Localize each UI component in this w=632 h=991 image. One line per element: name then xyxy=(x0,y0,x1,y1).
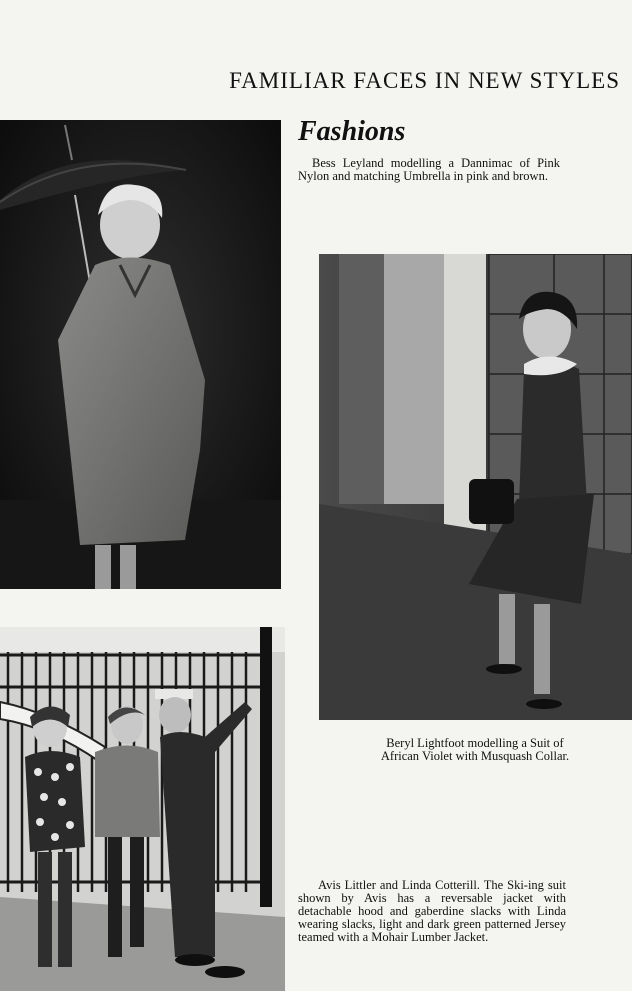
page-title: FAMILIAR FACES IN NEW STYLES xyxy=(229,68,620,93)
woman-with-umbrella-photo xyxy=(0,120,281,589)
woman-in-suit-photo xyxy=(319,254,632,720)
group-at-gate-photo xyxy=(0,627,285,991)
caption-group: Avis Littler and Linda Cotterill. The Ski-ing suit shown by Avis has a reversable jacket with detachable hood and gaberdine slacks with Linda wearing slacks, light and dark green patterned Jersey teamed with a Mohair Lumber Jacket. xyxy=(298,878,566,944)
caption-umbrella: Bess Leyland modelling a Dannimac of Pink Nylon and matching Umbrella in pink and brown. xyxy=(298,156,560,183)
caption-suit-line-1: Beryl Lightfoot modelling a Suit of xyxy=(386,736,564,750)
section-heading: Fashions xyxy=(298,116,406,147)
caption-suit-line-2: African Violet with Musquash Collar. xyxy=(380,749,570,763)
caption-suit xyxy=(322,737,628,763)
